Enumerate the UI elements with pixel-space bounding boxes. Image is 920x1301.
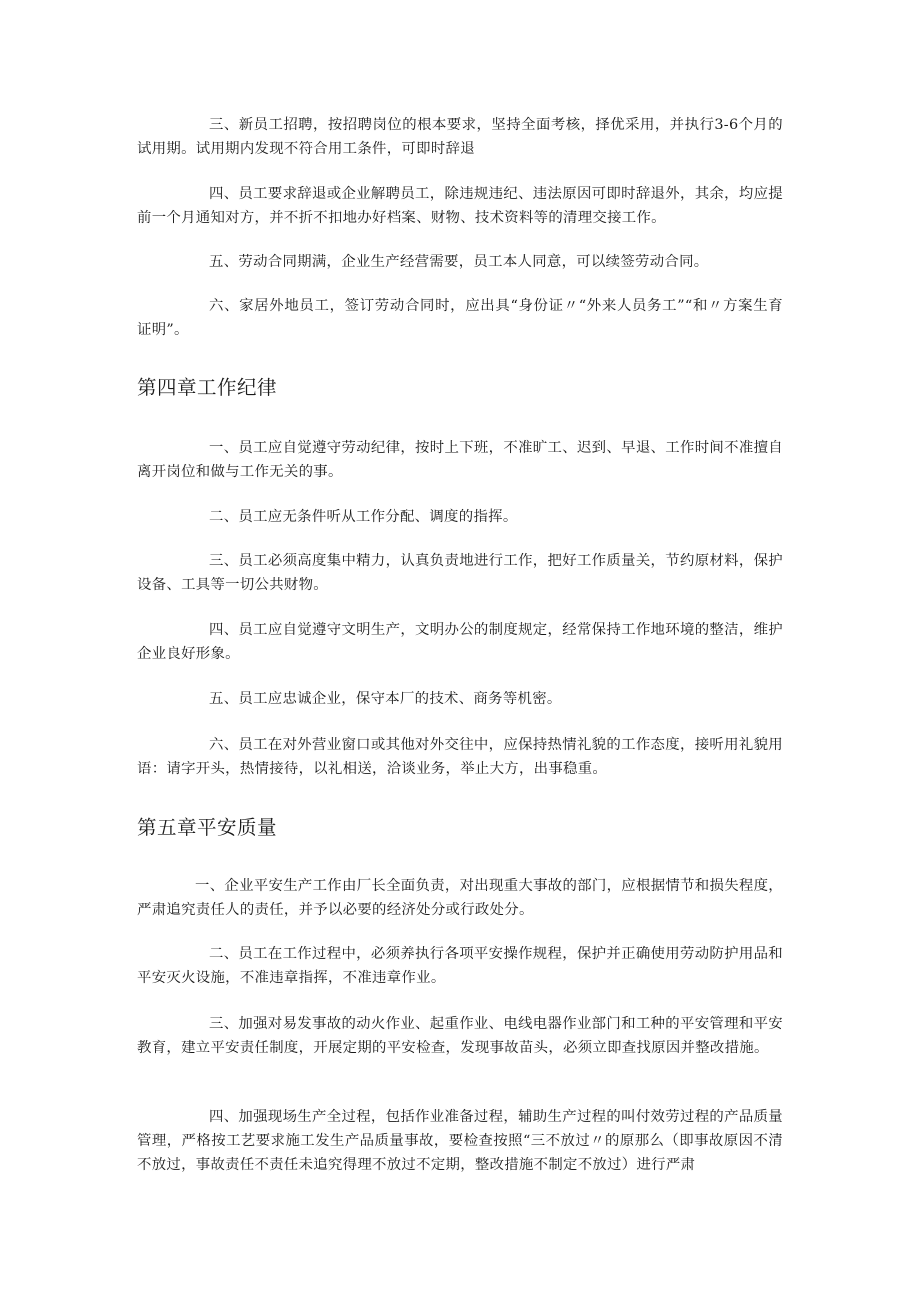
chapter5-item-1: 一、企业平安生产工作由厂长全面负责，对出现重大事故的部门，应根据情节和损失程度，严肃追究责任人的责任，并予以必要的经济处分或行政处分。 [137,878,783,918]
chapter5-item-2: 二、员工在工作过程中，必须养执行各项平安操作规程，保护并正确使用劳动防护用品和平安灭火设施，不准违章指挥，不准违章作业。 [137,946,783,986]
chapter4-item-5: 五、员工应忠诚企业，保守本厂的技术、商务等机密。 [209,691,562,707]
chapter3-item-5: 五、劳动合同期满，企业生产经营需要，员工本人同意，可以续签劳动合同。 [209,254,709,270]
chapter4-item-3: 三、员工必须高度集中精力，认真负责地进行工作，把好工作质量关，节约原材料，保护设备、工具等一切公共财物。 [137,553,783,593]
chapter4-item-2: 二、员工应无条件听从工作分配、调度的指挥。 [209,509,518,525]
chapter3-item-6: 六、家居外地员工，签订劳动合同时，应出具“身份证〃“外来人员务工”“和〃方案生育证明”。 [137,298,783,338]
chapter4-item-4: 四、员工应自觉遵守文明生产，文明办公的制度规定，经常保持工作地环境的整洁，维护企业良好形象。 [137,622,783,662]
chapter3-item-3: 三、新员工招聘，按招聘岗位的根本要求，坚持全面考核，择优采用，并执行3-6个月的试用期。试用期内发现不符合用工条件，可即时辞退 [137,117,783,157]
chapter5-item-4: 四、加强现场生产全过程，包括作业准备过程，辅助生产过程的叫付效劳过程的产品质量管理，严格按工艺要求施工发生产品质量事故，要检查按照“三不放过〃的原那么（即事故原因不清不放过，事故责任不责任未追究得理不放过不定期，整改措施不制定不放过）进行严肃 [137,1109,783,1173]
chapter4-title: 第四章工作纪律 [137,376,278,399]
chapter3-item-4: 四、员工要求辞退或企业解聘员工，除违规违纪、违法原因可即时辞退外，其余，均应提前一个月通知对方，并不折不扣地办好档案、财物、技术资料等的清理交接工作。 [137,186,783,226]
chapter5-item-3: 三、加强对易发事故的动火作业、起重作业、电线电器作业部门和工种的平安管理和平安教育，建立平安责任制度，开展定期的平安检查，发现事故苗头，必须立即查找原因并整改措施。 [137,1016,783,1056]
chapter5-title: 第五章平安质量 [137,816,278,839]
chapter4-item-1: 一、员工应自觉遵守劳动纪律，按时上下班，不准旷工、迟到、早退、工作时间不准擅自离开岗位和做与工作无关的事。 [137,440,783,480]
chapter4-item-6: 六、员工在对外营业窗口或其他对外交往中，应保持热情礼貌的工作态度，接听用礼貌用语：请字开头，热情接待，以礼相送，洽谈业务，举止大方，出事稳重。 [137,737,783,777]
